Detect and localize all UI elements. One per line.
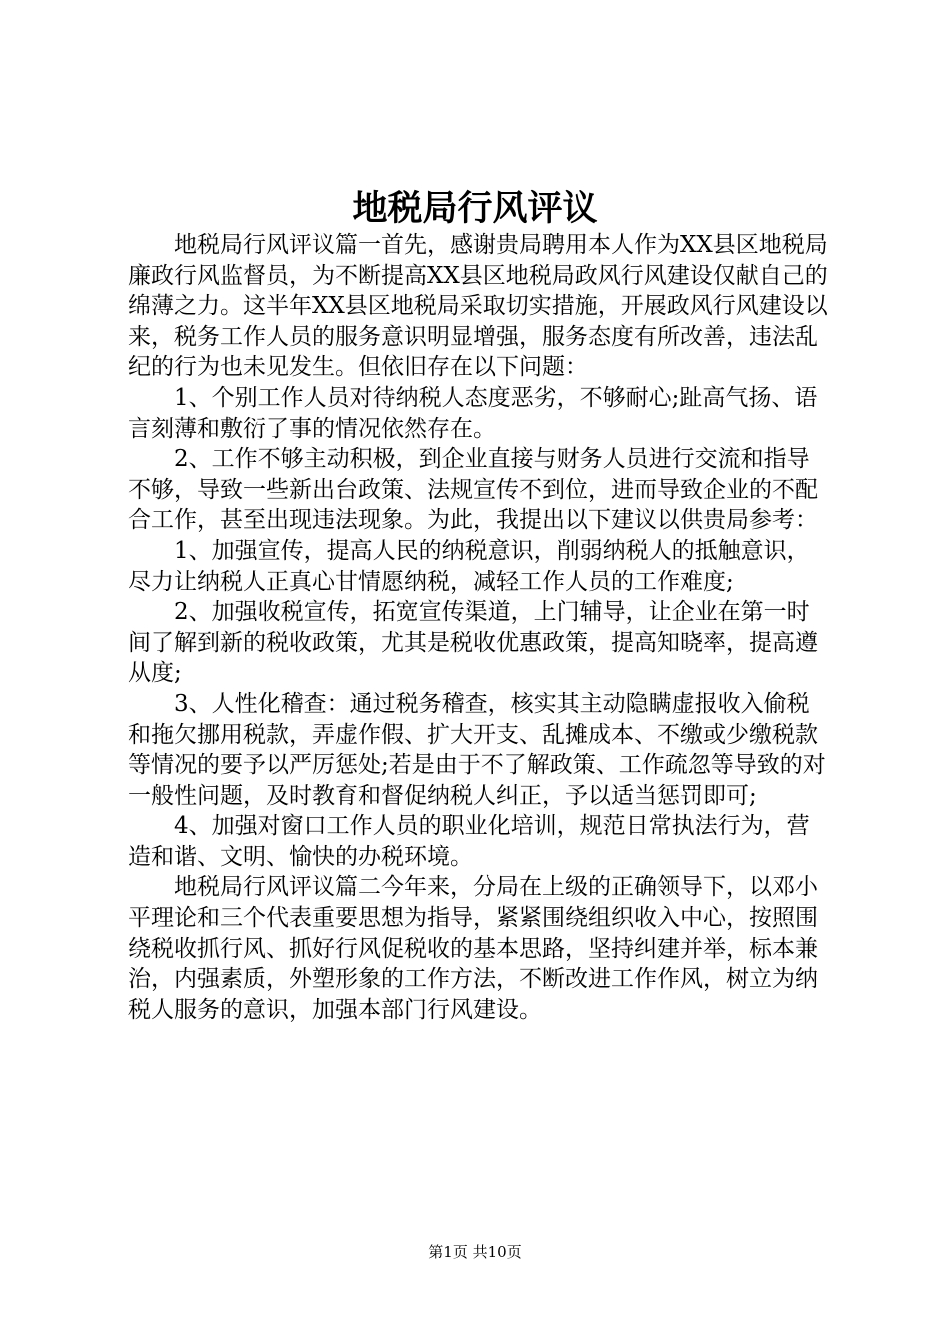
paragraph-part-two: 地税局行风评议篇二今年来，分局在上级的正确领导下，以邓小平理论和三个代表重要思想为指导，紧紧围绕组织收入中心，按照围绕税收抓行风、抓好行风促税收的基本思路，坚持纠建并举，标本兼治，内强素质，外塑形象的工作方法，不断改进工作作风，树立为纳税人服务的意识，加强本部门行风建设。 [128, 874, 818, 1023]
page-title: 地税局行风评议 [352, 188, 598, 229]
document-body [128, 230, 830, 1025]
paragraph-suggestion-2: 2、加强收税宣传，拓宽宣传渠道，上门辅导，让企业在第一时间了解到新的税收政策，尤其是税收优惠政策，提高知晓率，提高遵从度; [128, 599, 818, 687]
paragraph-suggestion-3: 3、人性化稽查：通过税务稽查，核实其主动隐瞒虚报收入偷税和拖欠挪用税款，弄虚作假、扩大开支、乱摊成本、不缴或少缴税款等情况的要予以严厉惩处;若是由于不了解政策、工作疏忽等导致的对一般性问题，及时教育和督促纳税人纠正，予以适当惩罚即可; [128, 690, 826, 809]
paragraph-problem-1: 1、个别工作人员对待纳税人态度恶劣，不够耐心;趾高气扬、语言刻薄和敷衍了事的情况依然存在。 [128, 384, 818, 442]
paragraph-problem-2: 2、工作不够主动积极，到企业直接与财务人员进行交流和指导不够，导致一些新出台政策、法规宣传不到位，进而导致企业的不配合工作，甚至出现违法现象。为此，我提出以下建议以供贵局参考： [128, 446, 818, 534]
paragraph-intro: 地税局行风评议篇一首先，感谢贵局聘用本人作为XX县区地税局廉政行风监督员，为不断提高XX县区地税局政风行风建设仅献自己的绵薄之力。这半年XX县区地税局采取切实措施，开展政风行风建设以来，税务工作人员的服务意识明显增强，服务态度有所改善，违法乱纪的行为也未见发生。但依旧存在以下问题： [128, 232, 828, 381]
paragraph-suggestion-4: 4、加强对窗口工作人员的职业化培训，规范日常执法行为，营造和谐、文明、愉快的办税环境。 [128, 813, 810, 870]
page-footer: 第1页 共10页 [428, 1243, 522, 1261]
paragraph-suggestion-1: 1、加强宣传，提高人民的纳税意识，削弱纳税人的抵触意识，尽力让纳税人正真心甘情愿纳税，减轻工作人员的工作难度; [128, 537, 810, 595]
